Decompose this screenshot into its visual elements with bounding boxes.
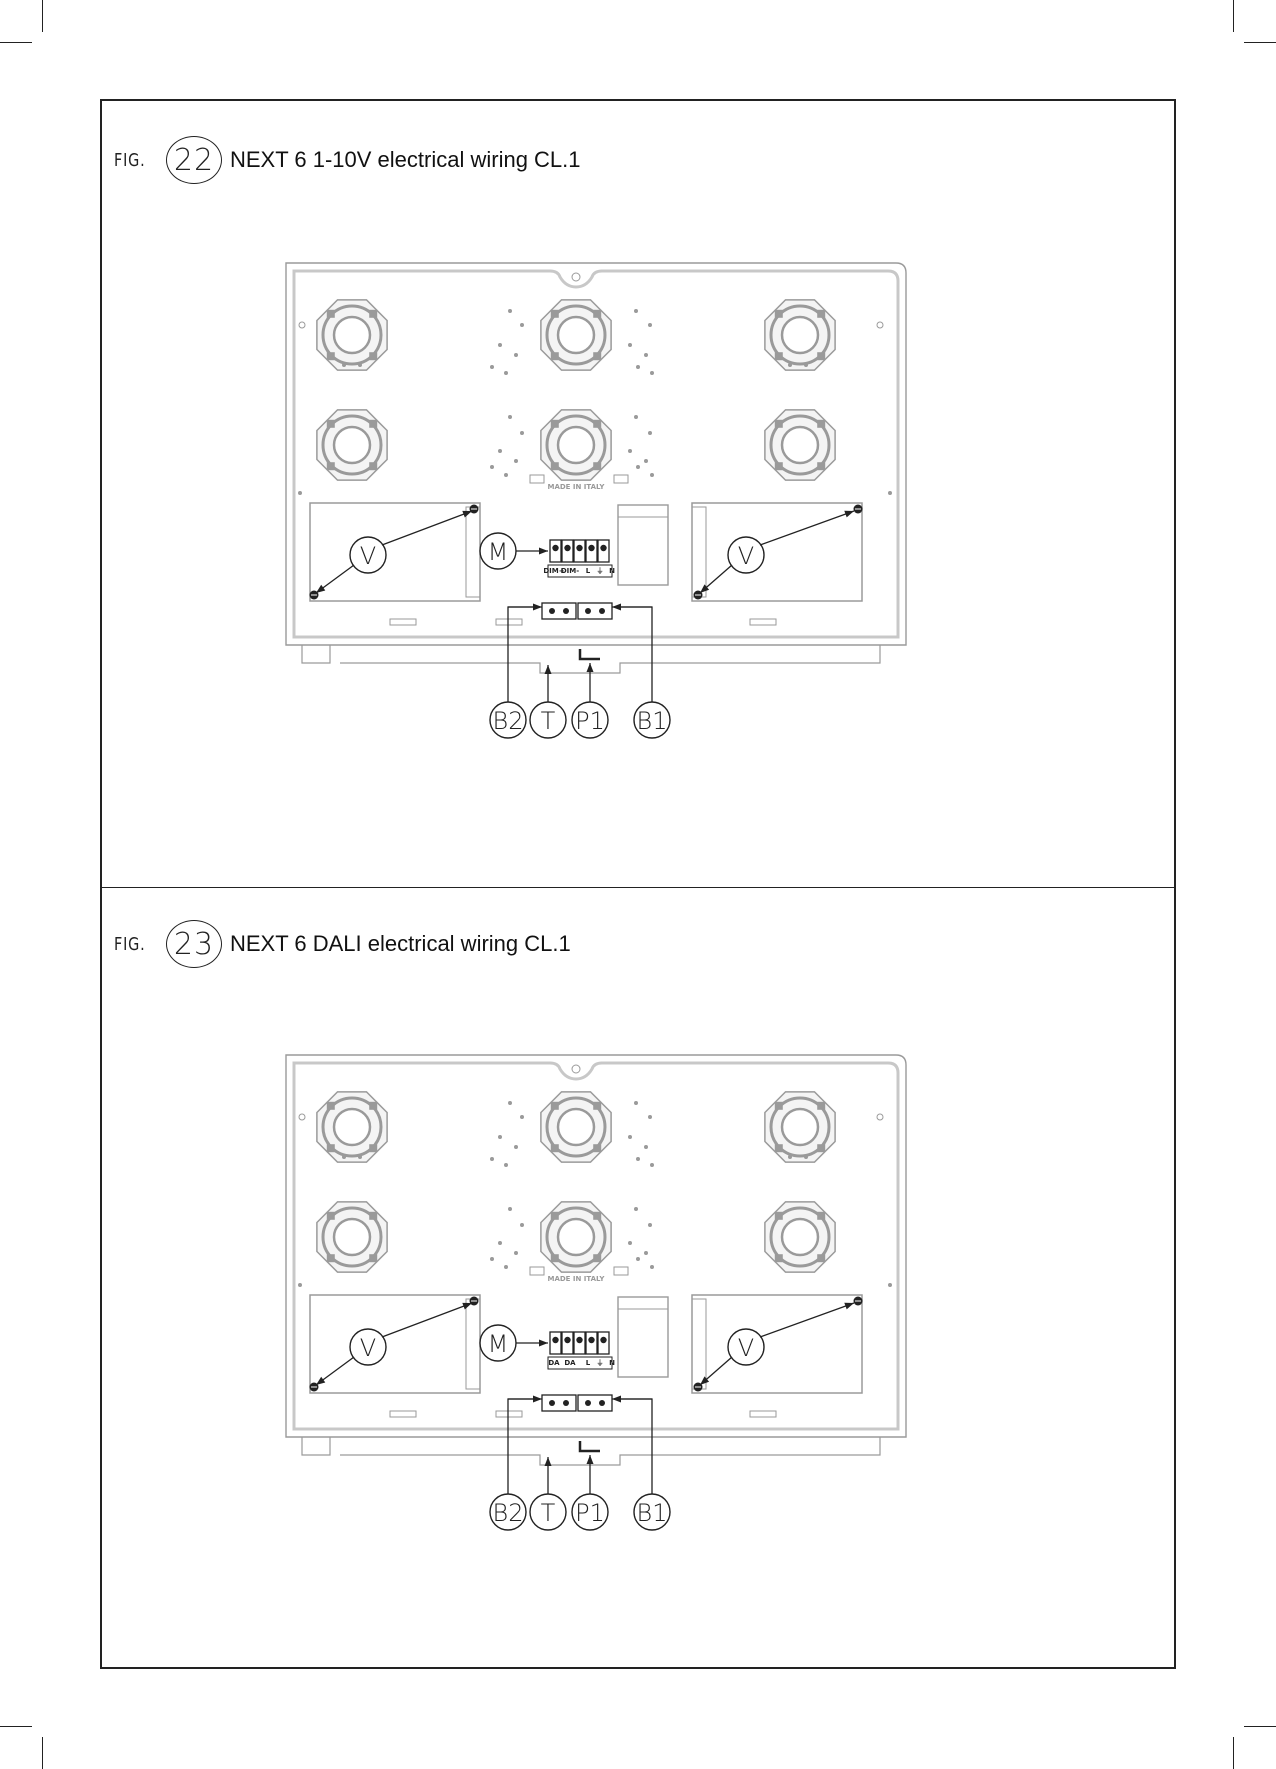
terminal-screw xyxy=(576,1337,582,1343)
screw-dot xyxy=(650,473,654,477)
fan-clip xyxy=(775,1144,783,1152)
arrow-head xyxy=(316,585,325,593)
screw-dot xyxy=(514,1251,518,1255)
callout-t-label: T xyxy=(540,707,556,735)
screw-dot xyxy=(648,1223,652,1227)
terminal-screw xyxy=(552,1337,558,1343)
figure-title: NEXT 6 DALI electrical wiring CL.1 xyxy=(230,931,571,956)
screw-dot xyxy=(520,431,524,435)
terminal-screw xyxy=(563,1400,569,1406)
callout-p1-label: P1 xyxy=(575,707,605,735)
mount-hole xyxy=(877,1114,883,1120)
terminal-label: ⏚ xyxy=(596,567,604,575)
screw-dot xyxy=(636,1257,640,1261)
fan-clip xyxy=(775,1212,783,1220)
crop-mark xyxy=(42,1737,43,1769)
terminal-screw xyxy=(563,608,569,614)
screw-dot xyxy=(634,1207,638,1211)
fan-clip xyxy=(327,462,335,470)
fan-module xyxy=(317,410,387,480)
terminal-screw xyxy=(549,608,555,614)
fan-hub xyxy=(782,317,818,353)
screw-dot xyxy=(804,1155,808,1159)
fan-module xyxy=(317,1202,387,1272)
arrow-head xyxy=(539,1340,548,1347)
callout-m-label: M xyxy=(487,1330,509,1358)
arrow-head xyxy=(844,511,854,518)
screw-dot xyxy=(490,465,494,469)
screw-dot xyxy=(788,363,792,367)
leader-line xyxy=(760,1303,854,1337)
terminal-screw xyxy=(585,608,591,614)
screw-dot xyxy=(648,1115,652,1119)
screw-dot xyxy=(888,1283,892,1287)
arrow-head xyxy=(462,1303,472,1310)
clip xyxy=(750,1411,776,1417)
fan-clip xyxy=(369,420,377,428)
fan-clip xyxy=(817,462,825,470)
fan-clip xyxy=(551,1212,559,1220)
fan-clip xyxy=(593,1254,601,1262)
figure-number: 22 xyxy=(166,136,222,184)
arrow-head xyxy=(587,1455,594,1464)
callout-b2-label: B2 xyxy=(492,1499,524,1527)
callout-b1-label: B1 xyxy=(636,1499,668,1527)
marker-box xyxy=(530,1267,544,1275)
screw-dot xyxy=(514,1145,518,1149)
fan-clip xyxy=(369,1254,377,1262)
leader-line xyxy=(508,1399,540,1494)
screw-dot xyxy=(498,449,502,453)
fig-label: FIG. xyxy=(114,933,146,955)
screw-dot xyxy=(634,309,638,313)
screw-dot xyxy=(636,1157,640,1161)
fan-hub xyxy=(558,1109,594,1145)
fan-clip xyxy=(551,420,559,428)
marker-box xyxy=(614,475,628,483)
figure-number: 23 xyxy=(166,920,222,968)
callout-p1-label: P1 xyxy=(575,1499,605,1527)
screw-dot xyxy=(342,363,346,367)
screw-dot xyxy=(628,1241,632,1245)
terminal-label: L xyxy=(585,567,591,575)
fan-clip xyxy=(775,462,783,470)
screw-dot xyxy=(644,459,648,463)
fan-clip xyxy=(551,1144,559,1152)
leader-line xyxy=(614,607,652,702)
screw-dot xyxy=(644,1251,648,1255)
screw-dot xyxy=(490,365,494,369)
power-cable xyxy=(580,649,600,659)
callout-m-label: M xyxy=(487,538,509,566)
screw-dot xyxy=(490,1257,494,1261)
fan-hub xyxy=(334,317,370,353)
fan-hub xyxy=(782,427,818,463)
marker-box xyxy=(530,475,544,483)
fan-hub xyxy=(334,1219,370,1255)
callout-b2-label: B2 xyxy=(492,707,524,735)
screw-dot xyxy=(634,415,638,419)
terminal-b1 xyxy=(578,603,612,619)
fan-clip xyxy=(817,1102,825,1110)
screw-dot xyxy=(888,491,892,495)
fan-clip xyxy=(775,1102,783,1110)
fan-clip xyxy=(369,310,377,318)
terminal-label: N xyxy=(609,1359,615,1367)
fan-clip xyxy=(369,1212,377,1220)
terminal-b1 xyxy=(578,1395,612,1411)
fan-clip xyxy=(593,310,601,318)
screw-dot xyxy=(648,323,652,327)
leader-line xyxy=(614,1399,652,1494)
terminal-label: DA xyxy=(564,1359,576,1367)
arrow-head xyxy=(545,665,552,674)
callout-b1-label: B1 xyxy=(636,707,668,735)
screw-dot xyxy=(514,459,518,463)
fan-module xyxy=(317,300,387,370)
crop-mark xyxy=(1233,0,1234,32)
arrow-head xyxy=(539,548,548,555)
screw-dot xyxy=(514,353,518,357)
callout-v-label: V xyxy=(359,1334,377,1362)
leader-line xyxy=(382,1303,472,1337)
fan-clip xyxy=(369,1144,377,1152)
screw-dot xyxy=(498,1241,502,1245)
arrow-head xyxy=(612,1396,621,1403)
screw-dot xyxy=(498,343,502,347)
terminal-label: N xyxy=(609,567,615,575)
fan-clip xyxy=(593,1102,601,1110)
fan-clip xyxy=(551,310,559,318)
callout-v-label: V xyxy=(737,542,755,570)
driver-right-terminal xyxy=(692,507,706,597)
callout-v-label: V xyxy=(737,1334,755,1362)
terminal-label: ⏚ xyxy=(596,1359,604,1367)
screw-dot xyxy=(636,465,640,469)
screw-dot xyxy=(342,1155,346,1159)
callout-t-label: T xyxy=(540,1499,556,1527)
fan-clip xyxy=(327,1254,335,1262)
clip xyxy=(390,1411,416,1417)
made-in-label: MADE IN ITALY xyxy=(547,1275,605,1283)
fan-clip xyxy=(551,352,559,360)
crop-mark xyxy=(1244,42,1276,43)
terminal-screw xyxy=(576,545,582,551)
terminal-screw xyxy=(600,1337,606,1343)
marker-box xyxy=(614,1267,628,1275)
driver-left-terminal xyxy=(466,1299,480,1389)
fan-hub xyxy=(334,1109,370,1145)
screw-dot xyxy=(298,491,302,495)
screw-dot xyxy=(520,1115,524,1119)
fan-clip xyxy=(593,1144,601,1152)
screw-dot xyxy=(628,1135,632,1139)
screw-dot xyxy=(636,365,640,369)
arrow-head xyxy=(316,1377,325,1385)
crop-mark xyxy=(1233,1737,1234,1769)
fan-module xyxy=(765,1092,835,1162)
fan-hub xyxy=(782,1109,818,1145)
clip xyxy=(496,1411,522,1417)
figure-header xyxy=(114,920,571,968)
terminal-label: DIM+ xyxy=(543,567,565,575)
fan-clip xyxy=(593,420,601,428)
terminal-screw xyxy=(552,545,558,551)
fan-module xyxy=(541,1202,611,1272)
screw-dot xyxy=(788,1155,792,1159)
screw-dot xyxy=(804,363,808,367)
fan-clip xyxy=(817,352,825,360)
figure-title: NEXT 6 1-10V electrical wiring CL.1 xyxy=(230,147,581,172)
crop-mark xyxy=(0,1726,32,1727)
screw-dot xyxy=(504,371,508,375)
arrow-head xyxy=(533,1396,542,1403)
screw-dot xyxy=(498,1135,502,1139)
clip xyxy=(496,619,522,625)
terminal-screw xyxy=(588,545,594,551)
terminal-screw xyxy=(600,545,606,551)
screw-dot xyxy=(508,1101,512,1105)
figure-header xyxy=(114,136,581,184)
crop-mark xyxy=(0,42,32,43)
fig-label: FIG. xyxy=(114,149,146,171)
leader-line xyxy=(508,607,540,702)
arrow-head xyxy=(545,1457,552,1466)
fan-clip xyxy=(551,462,559,470)
driver-left-terminal xyxy=(466,507,480,597)
fan-module xyxy=(317,1092,387,1162)
arrow-head xyxy=(612,604,621,611)
screw-dot xyxy=(504,473,508,477)
leader-line xyxy=(760,511,854,545)
screw-dot xyxy=(650,1163,654,1167)
fan-clip xyxy=(817,1144,825,1152)
fan-module xyxy=(765,410,835,480)
fan-clip xyxy=(369,352,377,360)
terminal-b2 xyxy=(542,603,576,619)
fan-clip xyxy=(551,1254,559,1262)
fan-module xyxy=(541,300,611,370)
fan-hub xyxy=(558,427,594,463)
fan-clip xyxy=(817,1212,825,1220)
fan-clip xyxy=(327,420,335,428)
leader-line xyxy=(382,511,472,545)
fan-clip xyxy=(817,420,825,428)
screw-dot xyxy=(504,1163,508,1167)
fan-clip xyxy=(593,352,601,360)
fan-hub xyxy=(558,1219,594,1255)
crop-mark xyxy=(1244,1726,1276,1727)
fan-module xyxy=(541,410,611,480)
screw-dot xyxy=(358,363,362,367)
arrow-head xyxy=(844,1303,854,1310)
screw-dot xyxy=(508,309,512,313)
fan-hub xyxy=(334,427,370,463)
terminal-screw xyxy=(564,545,570,551)
mount-hole xyxy=(877,322,883,328)
fan-clip xyxy=(327,310,335,318)
fan-clip xyxy=(327,352,335,360)
screw-dot xyxy=(298,1283,302,1287)
wiring-diagram xyxy=(280,255,1000,835)
fan-clip xyxy=(775,1254,783,1262)
screw-dot xyxy=(490,1157,494,1161)
fan-hub xyxy=(558,317,594,353)
fan-module xyxy=(765,300,835,370)
clip xyxy=(390,619,416,625)
screw-dot xyxy=(508,1207,512,1211)
terminal-screw xyxy=(564,1337,570,1343)
terminal-screw xyxy=(588,1337,594,1343)
screw-dot xyxy=(634,1101,638,1105)
fan-module xyxy=(765,1202,835,1272)
screw-dot xyxy=(650,1265,654,1269)
fan-hub xyxy=(782,1219,818,1255)
screw-dot xyxy=(644,353,648,357)
screw-dot xyxy=(628,449,632,453)
power-cable xyxy=(580,1441,600,1451)
fan-clip xyxy=(817,310,825,318)
driver-right-terminal xyxy=(692,1299,706,1389)
fan-clip xyxy=(551,1102,559,1110)
fan-module xyxy=(541,1092,611,1162)
screw-dot xyxy=(650,371,654,375)
terminal-label: DIM- xyxy=(560,567,580,575)
fan-clip xyxy=(369,1102,377,1110)
fan-clip xyxy=(327,1212,335,1220)
screw-dot xyxy=(358,1155,362,1159)
fan-clip xyxy=(369,462,377,470)
arrow-head xyxy=(587,663,594,672)
mount-hole xyxy=(572,273,580,281)
fan-clip xyxy=(593,1212,601,1220)
fan-clip xyxy=(593,462,601,470)
terminal-label: L xyxy=(585,1359,591,1367)
wiring-diagram xyxy=(280,1047,1000,1627)
section-divider xyxy=(102,887,1174,888)
arrow-head xyxy=(533,604,542,611)
fan-clip xyxy=(327,1144,335,1152)
fan-clip xyxy=(775,420,783,428)
screw-dot xyxy=(644,1145,648,1149)
terminal-screw xyxy=(549,1400,555,1406)
mount-hole xyxy=(299,1114,305,1120)
screw-dot xyxy=(628,343,632,347)
crop-mark xyxy=(42,0,43,32)
made-in-label: MADE IN ITALY xyxy=(547,483,605,491)
screw-dot xyxy=(508,415,512,419)
terminal-b2 xyxy=(542,1395,576,1411)
arrow-head xyxy=(462,511,472,518)
screw-dot xyxy=(520,323,524,327)
clip xyxy=(750,619,776,625)
fan-clip xyxy=(775,310,783,318)
screw-dot xyxy=(520,1223,524,1227)
screw-dot xyxy=(504,1265,508,1269)
fan-clip xyxy=(817,1254,825,1262)
mount-hole xyxy=(572,1065,580,1073)
terminal-label: DA xyxy=(548,1359,560,1367)
mount-hole xyxy=(299,322,305,328)
terminal-screw xyxy=(599,608,605,614)
callout-v-label: V xyxy=(359,542,377,570)
terminal-screw xyxy=(585,1400,591,1406)
terminal-screw xyxy=(599,1400,605,1406)
fan-clip xyxy=(327,1102,335,1110)
screw-dot xyxy=(648,431,652,435)
fan-clip xyxy=(775,352,783,360)
